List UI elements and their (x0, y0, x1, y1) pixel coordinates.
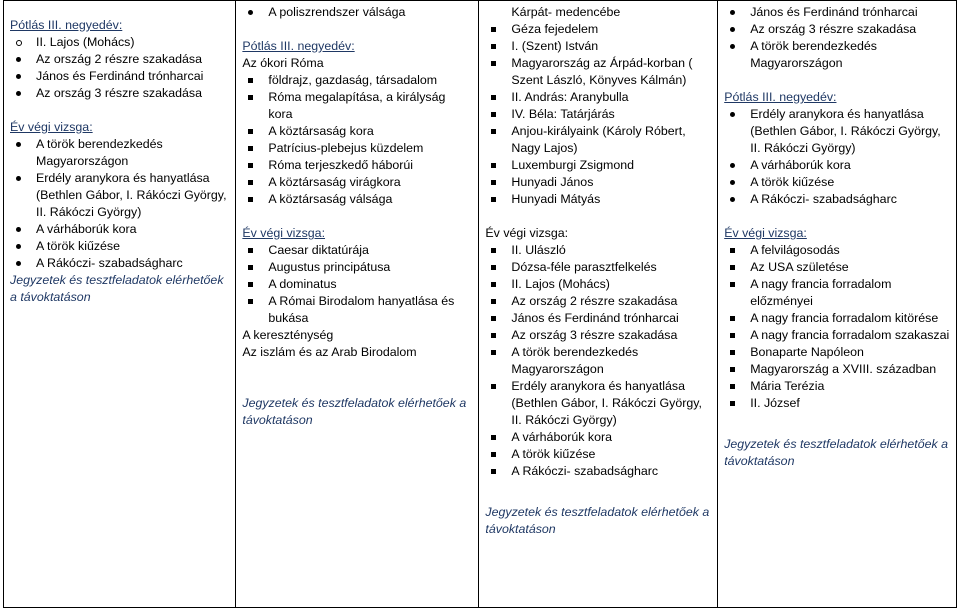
list-item: Az USA születése (750, 259, 950, 276)
list-item: Bonaparte Napóleon (750, 344, 950, 361)
list-item: A várháborúk kora (511, 429, 711, 446)
list-item: földrajz, gazdaság, társadalom (268, 72, 472, 89)
list-item: A várháborúk kora (36, 221, 229, 238)
topic-list (242, 72, 472, 208)
section-heading: Pótlás III. negyedév: (242, 39, 355, 53)
list-item: A Rákóczi- szabadságharc (511, 463, 711, 480)
list-item: Géza fejedelem (511, 21, 711, 38)
list-item: A török kiűzése (36, 238, 229, 255)
remote-learning-note: Jegyzetek és tesztfeladatok elérhetőek a távoktatáson (242, 396, 467, 427)
list-item: Hunyadi János (511, 174, 711, 191)
list-item: A poliszrendszer válsága (268, 4, 472, 21)
list-item: A Rákóczi- szabadságharc (36, 255, 229, 272)
list-item: Az ország 3 részre szakadása (36, 85, 229, 102)
list-item: Mária Terézia (750, 378, 950, 395)
list-item: Az ország 3 részre szakadása (750, 21, 950, 38)
remote-learning-note: Jegyzetek és tesztfeladatok elérhetőek a távoktatáson (10, 273, 224, 304)
list-item: Erdély aranykora és hanyatlása (Bethlen Gábor, I. Rákóczi György, II. Rákóczi György) (750, 106, 950, 157)
topic-list (485, 242, 711, 480)
curriculum-table (3, 0, 957, 608)
list-item: A köztársaság virágkora (268, 174, 472, 191)
list-item: János és Ferdinánd trónharcai (750, 4, 950, 21)
list-item: Patrícius-plebejus küzdelem (268, 140, 472, 157)
list-item: II. Ulászló (511, 242, 711, 259)
topic-list (10, 136, 229, 272)
topic-text: A kereszténység (242, 328, 334, 342)
list-item: A török berendezkedés Magyarországon (36, 136, 229, 170)
list-item: Az ország 3 részre szakadása (511, 327, 711, 344)
list-item: A Rákóczi- szabadságharc (750, 191, 950, 208)
section-heading: Év végi vizsga: (485, 226, 569, 240)
list-item: IV. Béla: Tatárjárás (511, 106, 711, 123)
table-row (4, 1, 957, 608)
list-item: A felvilágosodás (750, 242, 950, 259)
topic-list (724, 242, 950, 412)
list-item: A köztársaság kora (268, 123, 472, 140)
column-3 (479, 1, 718, 608)
list-item: A köztársaság válsága (268, 191, 472, 208)
topic-list (724, 106, 950, 208)
list-item: II. Lajos (Mohács) (36, 34, 229, 51)
remote-learning-note: Jegyzetek és tesztfeladatok elérhetőek a távoktatáson (724, 437, 949, 468)
list-item: Erdély aranykora és hanyatlása (Bethlen Gábor, I. Rákóczi György, II. Rákóczi György) (36, 170, 229, 221)
list-item: A nagy francia forradalom előzményei (750, 276, 950, 310)
list-item: I. (Szent) István (511, 38, 711, 55)
section-heading: Pótlás III. negyedév: (724, 90, 837, 104)
list-item: János és Ferdinánd trónharcai (36, 68, 229, 85)
list-item: A török berendezkedés Magyarországon (511, 344, 711, 378)
section-heading: Év végi vizsga: (242, 226, 326, 240)
list-item: A török kiűzése (511, 446, 711, 463)
list-item: Hunyadi Mátyás (511, 191, 711, 208)
list-item: II. Lajos (Mohács) (511, 276, 711, 293)
column-4 (718, 1, 957, 608)
list-item: Luxemburgi Zsigmond (511, 157, 711, 174)
topic-list (242, 4, 472, 21)
list-item: Róma megalapítása, a királyság kora (268, 89, 472, 123)
topic-list (10, 34, 229, 102)
list-item: Augustus principátusa (268, 259, 472, 276)
column-2 (236, 1, 479, 608)
column-1 (4, 1, 236, 608)
list-item: Róma terjeszkedő háborúi (268, 157, 472, 174)
topic-list (485, 21, 711, 208)
section-heading: Év végi vizsga: (10, 120, 93, 134)
list-item: A Római Birodalom hanyatlása és bukása (268, 293, 472, 327)
list-item: Magyarország az Árpád-korban ( Szent László, Könyves Kálmán) (511, 55, 711, 89)
list-item: A török berendezkedés Magyarországon (750, 38, 950, 72)
list-item: Magyarország a XVIII. században (750, 361, 950, 378)
list-item: Erdély aranykora és hanyatlása (Bethlen Gábor, I. Rákóczi György, II. Rákóczi György) (511, 378, 711, 429)
list-item: Az ország 2 részre szakadása (511, 293, 711, 310)
list-item: A török kiűzése (750, 174, 950, 191)
list-item: Dózsa-féle parasztfelkelés (511, 259, 711, 276)
continued-text: Kárpát- medencébe (511, 5, 621, 19)
list-item: A dominatus (268, 276, 472, 293)
list-item: Caesar diktatúrája (268, 242, 472, 259)
list-item: Anjou-királyaink (Károly Róbert, Nagy Lajos) (511, 123, 711, 157)
list-item: A nagy francia forradalom szakaszai (750, 328, 950, 342)
list-item: János és Ferdinánd trónharcai (511, 310, 711, 327)
section-heading: Pótlás III. negyedév: (10, 18, 123, 32)
list-item: Az ország 2 részre szakadása (36, 51, 229, 68)
topic-list (242, 242, 472, 327)
remote-learning-note: Jegyzetek és tesztfeladatok elérhetőek a távoktatáson (485, 505, 710, 536)
list-item: II. József (750, 395, 950, 412)
topic-list (724, 4, 950, 72)
section-heading: Év végi vizsga: (724, 226, 807, 240)
list-item: II. András: Aranybulla (511, 89, 711, 106)
topic-text: Az iszlám és az Arab Birodalom (242, 345, 417, 359)
subsection-title: Az ókori Róma (242, 56, 324, 70)
list-item: A nagy francia forradalom kitörése (750, 310, 950, 327)
list-item: A várháborúk kora (750, 157, 950, 174)
